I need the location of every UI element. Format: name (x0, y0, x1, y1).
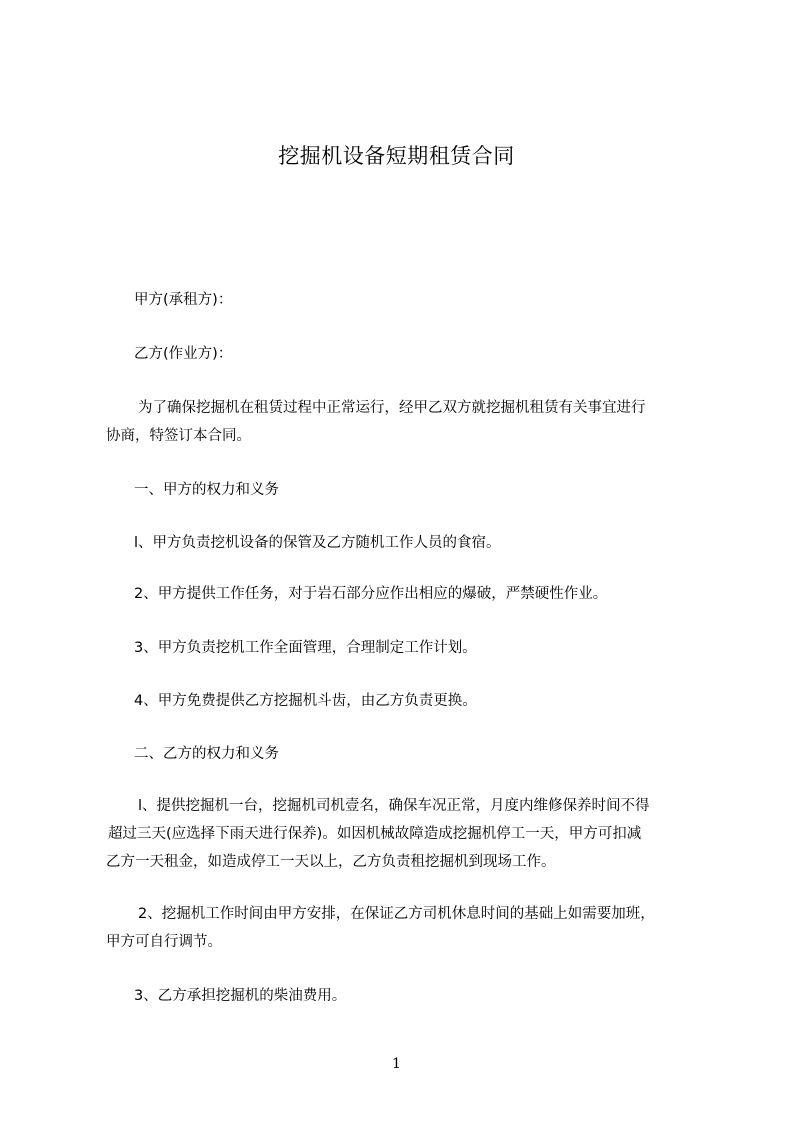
section-1-item-3: 3、甲方负责挖机工作全面管理，合理制定工作计划。 (134, 640, 477, 656)
section-2-item-1-line-1: l、提供挖掘机一台，挖掘机司机壹名，确保车况正常，月度内维修保养时间不得 (138, 798, 650, 814)
section-1-item-1: l、甲方负责挖机设备的保管及乙方随机工作人员的食宿。 (134, 535, 501, 551)
section-2-heading: 二、乙方的权力和义务 (134, 746, 279, 762)
section-2-item-3: 3、乙方承担挖掘机的柴油费用。 (134, 988, 347, 1004)
section-2-item-2-line-1: 2、挖掘机工作时间由甲方安排，在保证乙方司机休息时间的基础上如需要加班， (138, 906, 655, 922)
section-1-item-2: 2、甲方提供工作任务，对于岩石部分应作出相应的爆破，严禁硬性作业。 (134, 586, 608, 602)
document-title: 挖掘机设备短期租赁合同 (278, 144, 515, 168)
party-a-label: 甲方(承租方)： (134, 292, 233, 308)
intro-paragraph (106, 394, 706, 450)
intro-line-1: 为了确保挖掘机在租赁过程中正常运行，经甲乙双方就挖掘机租赁有关事宜进行 (138, 400, 646, 416)
section-2-item-1-line-3: 乙方一天租金，如造成停工一天以上，乙方负责租挖掘机到现场工作。 (106, 854, 556, 870)
section-2-item-2-line-2: 甲方可自行调节。 (106, 934, 222, 950)
section-2-item-1-line-2: 超过三天(应选择下雨天进行保养)。如因机械故障造成挖掘机停工一天，甲方可扣减 (108, 826, 642, 842)
section-1-item-4: 4、甲方免费提供乙方挖掘机斗齿，由乙方负责更换。 (134, 693, 477, 709)
section-2-item-1 (106, 792, 706, 876)
page-number: 1 (392, 1056, 401, 1072)
section-1-heading: 一、甲方的权力和义务 (134, 482, 279, 498)
section-2-item-2 (106, 900, 706, 956)
intro-line-2: 协商，特签订本合同。 (106, 428, 251, 444)
party-b-label: 乙方(作业方)： (134, 346, 233, 362)
